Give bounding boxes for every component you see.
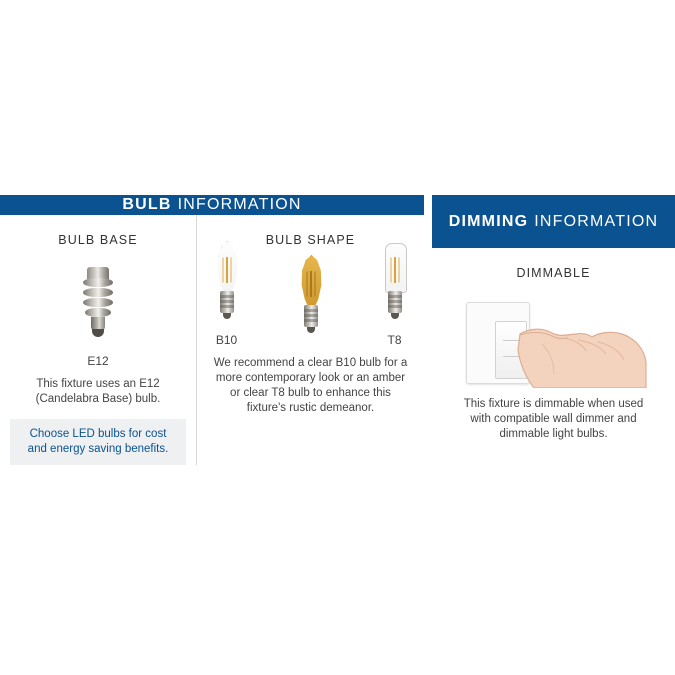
bulb-and-dimming-info-graphic: [0, 195, 675, 465]
e12-screw-base-icon: [78, 267, 118, 347]
wall-dimmer-switch-with-hand-icon: [454, 296, 654, 388]
dimming-header-light-text: INFORMATION: [534, 212, 659, 230]
dimmable-column: [432, 248, 675, 465]
bulb-shape-column: [196, 215, 424, 465]
dimming-information-header: [432, 195, 675, 248]
b10-label: B10: [215, 333, 238, 347]
bulb-base-column: [0, 215, 196, 465]
dimming-information-panel: [432, 195, 675, 465]
bulb-shape-b10-clear: [196, 241, 258, 347]
bulb-base-artwork: [78, 261, 118, 347]
bulb-shape-b10-amber: [280, 255, 342, 347]
bulb-shape-title: BULB SHAPE: [265, 233, 356, 247]
t8-label: T8: [387, 333, 402, 347]
bulb-header-bold-text: BULB: [122, 196, 172, 213]
bulb-shape-t8: [364, 241, 426, 347]
bulb-information-body: [0, 215, 424, 465]
b10-amber-bulb-icon: [294, 255, 328, 339]
dimmable-description: This fixture is dimmable when used with compatible wall dimmer and dimmable light bulbs.: [463, 398, 644, 440]
dimming-information-body: [432, 248, 675, 465]
bulb-header-light-text: INFORMATION: [177, 196, 302, 213]
bulb-information-header: [0, 195, 424, 215]
bulb-information-panel: [0, 195, 424, 465]
bulb-shape-artwork: [196, 261, 426, 347]
bulb-base-description: This fixture uses an E12 (Candelabra Base) bulb.: [35, 378, 161, 405]
led-bulb-tip: Choose LED bulbs for cost and energy saving benefits.: [10, 419, 186, 465]
bulb-shape-description: We recommend a clear B10 bulb for a more contemporary look or an amber or clear T8 bulb to enhance this fixture's rustic demeanor.: [213, 357, 408, 414]
bulb-base-label: E12: [87, 354, 109, 368]
bulb-base-title: BULB BASE: [58, 233, 138, 247]
dimming-header-bold-text: DIMMING: [448, 212, 529, 230]
dimmable-title: DIMMABLE: [516, 266, 591, 280]
b10-clear-bulb-icon: [210, 241, 244, 325]
hand-pressing-switch-icon: [516, 304, 648, 388]
t8-tube-bulb-icon: [378, 241, 412, 325]
